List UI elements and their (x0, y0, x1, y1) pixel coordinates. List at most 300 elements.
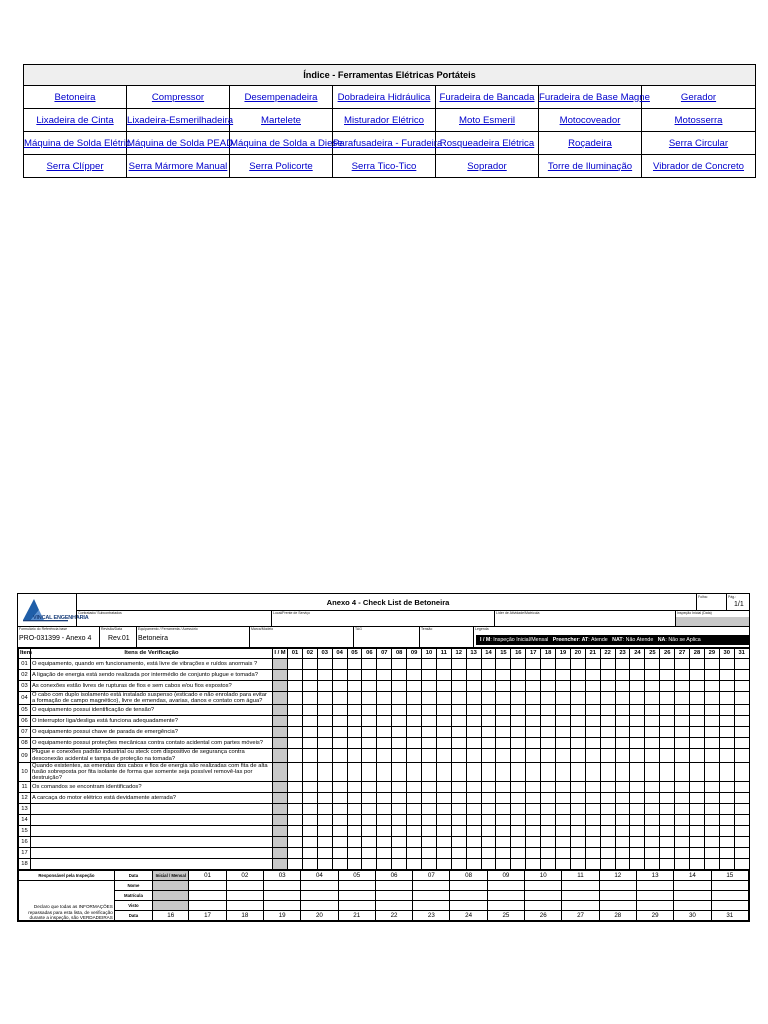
day-check-cell[interactable] (645, 793, 660, 804)
signature-cell[interactable] (562, 891, 599, 901)
day-check-cell[interactable] (511, 727, 526, 738)
day-check-cell[interactable] (630, 670, 645, 681)
day-check-cell[interactable] (466, 670, 481, 681)
day-check-cell[interactable] (496, 659, 511, 670)
day-check-cell[interactable] (734, 815, 749, 826)
index-link[interactable]: Betoneira (54, 91, 96, 103)
day-check-cell[interactable] (645, 815, 660, 826)
day-check-cell[interactable] (377, 837, 392, 848)
day-check-cell[interactable] (615, 670, 630, 681)
day-check-cell[interactable] (347, 749, 362, 762)
day-check-cell[interactable] (436, 716, 451, 727)
day-check-cell[interactable] (704, 749, 719, 762)
day-check-cell[interactable] (719, 716, 734, 727)
day-check-cell[interactable] (377, 727, 392, 738)
signature-cell[interactable] (636, 881, 673, 891)
day-check-cell[interactable] (407, 793, 422, 804)
day-check-cell[interactable] (660, 692, 675, 705)
signature-cell[interactable] (301, 901, 338, 911)
day-check-cell[interactable] (362, 848, 377, 859)
day-check-cell[interactable] (392, 815, 407, 826)
day-check-cell[interactable] (288, 681, 303, 692)
day-check-cell[interactable] (481, 804, 496, 815)
day-check-cell[interactable] (556, 793, 571, 804)
day-check-cell[interactable] (675, 793, 690, 804)
day-check-cell[interactable] (436, 659, 451, 670)
index-link[interactable]: Moto Esmeril (459, 114, 515, 126)
day-check-cell[interactable] (288, 692, 303, 705)
day-check-cell[interactable] (511, 859, 526, 870)
signature-cell[interactable] (599, 881, 636, 891)
day-check-cell[interactable] (556, 692, 571, 705)
signature-cell[interactable] (226, 901, 263, 911)
day-check-cell[interactable] (392, 793, 407, 804)
day-check-cell[interactable] (332, 804, 347, 815)
day-check-cell[interactable] (436, 762, 451, 782)
day-check-cell[interactable] (511, 681, 526, 692)
day-check-cell[interactable] (675, 705, 690, 716)
day-check-cell[interactable] (541, 848, 556, 859)
day-check-cell[interactable] (377, 782, 392, 793)
day-check-cell[interactable] (407, 848, 422, 859)
day-check-cell[interactable] (451, 782, 466, 793)
day-check-cell[interactable] (422, 727, 437, 738)
day-check-cell[interactable] (570, 659, 585, 670)
day-check-cell[interactable] (481, 837, 496, 848)
day-check-cell[interactable] (556, 762, 571, 782)
day-check-cell[interactable] (496, 738, 511, 749)
day-check-cell[interactable] (288, 837, 303, 848)
day-check-cell[interactable] (332, 670, 347, 681)
day-check-cell[interactable] (347, 793, 362, 804)
day-check-cell[interactable] (645, 727, 660, 738)
day-check-cell[interactable] (719, 815, 734, 826)
day-check-cell[interactable] (630, 738, 645, 749)
im-cell[interactable] (273, 670, 288, 681)
day-check-cell[interactable] (645, 692, 660, 705)
signature-cell[interactable] (413, 901, 450, 911)
signature-cell[interactable] (338, 881, 375, 891)
day-check-cell[interactable] (645, 837, 660, 848)
day-check-cell[interactable] (422, 848, 437, 859)
day-check-cell[interactable] (392, 837, 407, 848)
day-check-cell[interactable] (362, 837, 377, 848)
signature-cell[interactable] (487, 901, 524, 911)
day-check-cell[interactable] (541, 727, 556, 738)
day-check-cell[interactable] (734, 705, 749, 716)
day-check-cell[interactable] (556, 837, 571, 848)
day-check-cell[interactable] (704, 670, 719, 681)
day-check-cell[interactable] (585, 859, 600, 870)
day-check-cell[interactable] (392, 716, 407, 727)
day-check-cell[interactable] (288, 716, 303, 727)
day-check-cell[interactable] (556, 659, 571, 670)
day-check-cell[interactable] (630, 681, 645, 692)
im-cell[interactable] (273, 848, 288, 859)
day-check-cell[interactable] (690, 692, 705, 705)
day-check-cell[interactable] (660, 826, 675, 837)
day-check-cell[interactable] (734, 848, 749, 859)
day-check-cell[interactable] (615, 815, 630, 826)
day-check-cell[interactable] (511, 692, 526, 705)
day-check-cell[interactable] (511, 837, 526, 848)
day-check-cell[interactable] (407, 727, 422, 738)
day-check-cell[interactable] (734, 738, 749, 749)
day-check-cell[interactable] (630, 815, 645, 826)
day-check-cell[interactable] (570, 705, 585, 716)
day-check-cell[interactable] (556, 670, 571, 681)
day-check-cell[interactable] (690, 826, 705, 837)
im-cell[interactable] (273, 815, 288, 826)
im-cell[interactable] (273, 716, 288, 727)
day-check-cell[interactable] (630, 762, 645, 782)
index-link[interactable]: Gerador (680, 91, 717, 103)
day-check-cell[interactable] (704, 793, 719, 804)
day-check-cell[interactable] (600, 738, 615, 749)
day-check-cell[interactable] (466, 749, 481, 762)
day-check-cell[interactable] (347, 727, 362, 738)
day-check-cell[interactable] (630, 848, 645, 859)
day-check-cell[interactable] (451, 705, 466, 716)
day-check-cell[interactable] (675, 738, 690, 749)
im-cell[interactable] (273, 793, 288, 804)
day-check-cell[interactable] (466, 793, 481, 804)
day-check-cell[interactable] (302, 727, 317, 738)
index-link[interactable]: Rosqueadeira Elétrica (439, 137, 535, 149)
day-check-cell[interactable] (332, 681, 347, 692)
day-check-cell[interactable] (496, 727, 511, 738)
day-check-cell[interactable] (302, 762, 317, 782)
day-check-cell[interactable] (690, 782, 705, 793)
day-check-cell[interactable] (496, 848, 511, 859)
day-check-cell[interactable] (496, 859, 511, 870)
day-check-cell[interactable] (675, 681, 690, 692)
day-check-cell[interactable] (690, 762, 705, 782)
day-check-cell[interactable] (317, 659, 332, 670)
day-check-cell[interactable] (362, 826, 377, 837)
day-check-cell[interactable] (541, 692, 556, 705)
day-check-cell[interactable] (481, 681, 496, 692)
day-check-cell[interactable] (630, 705, 645, 716)
signature-cell[interactable] (636, 891, 673, 901)
day-check-cell[interactable] (317, 762, 332, 782)
day-check-cell[interactable] (496, 804, 511, 815)
day-check-cell[interactable] (660, 705, 675, 716)
day-check-cell[interactable] (362, 716, 377, 727)
day-check-cell[interactable] (302, 837, 317, 848)
day-check-cell[interactable] (675, 782, 690, 793)
day-check-cell[interactable] (719, 762, 734, 782)
day-check-cell[interactable] (288, 848, 303, 859)
day-check-cell[interactable] (377, 705, 392, 716)
day-check-cell[interactable] (481, 782, 496, 793)
day-check-cell[interactable] (615, 705, 630, 716)
day-check-cell[interactable] (317, 749, 332, 762)
day-check-cell[interactable] (362, 670, 377, 681)
day-check-cell[interactable] (332, 692, 347, 705)
day-check-cell[interactable] (511, 848, 526, 859)
day-check-cell[interactable] (585, 659, 600, 670)
day-check-cell[interactable] (541, 826, 556, 837)
day-check-cell[interactable] (451, 692, 466, 705)
day-check-cell[interactable] (585, 837, 600, 848)
day-check-cell[interactable] (422, 837, 437, 848)
day-check-cell[interactable] (392, 670, 407, 681)
im-cell[interactable] (273, 727, 288, 738)
day-check-cell[interactable] (704, 826, 719, 837)
index-link[interactable]: Motosserra (674, 114, 723, 126)
index-link[interactable]: Torre de Iluminação (547, 160, 633, 172)
signature-cell[interactable] (674, 901, 711, 911)
day-check-cell[interactable] (332, 727, 347, 738)
day-check-cell[interactable] (600, 692, 615, 705)
day-check-cell[interactable] (600, 804, 615, 815)
day-check-cell[interactable] (556, 681, 571, 692)
day-check-cell[interactable] (451, 659, 466, 670)
day-check-cell[interactable] (436, 681, 451, 692)
index-link[interactable]: Dobradeira Hidráulica (337, 91, 431, 103)
day-check-cell[interactable] (585, 815, 600, 826)
day-check-cell[interactable] (422, 793, 437, 804)
day-check-cell[interactable] (481, 815, 496, 826)
day-check-cell[interactable] (570, 837, 585, 848)
day-check-cell[interactable] (704, 659, 719, 670)
day-check-cell[interactable] (570, 815, 585, 826)
day-check-cell[interactable] (496, 826, 511, 837)
day-check-cell[interactable] (615, 727, 630, 738)
day-check-cell[interactable] (377, 659, 392, 670)
day-check-cell[interactable] (288, 727, 303, 738)
day-check-cell[interactable] (436, 837, 451, 848)
day-check-cell[interactable] (541, 837, 556, 848)
day-check-cell[interactable] (362, 804, 377, 815)
day-check-cell[interactable] (660, 681, 675, 692)
day-check-cell[interactable] (362, 793, 377, 804)
day-check-cell[interactable] (660, 670, 675, 681)
day-check-cell[interactable] (585, 804, 600, 815)
day-check-cell[interactable] (496, 815, 511, 826)
day-check-cell[interactable] (496, 782, 511, 793)
day-check-cell[interactable] (645, 762, 660, 782)
day-check-cell[interactable] (541, 762, 556, 782)
day-check-cell[interactable] (466, 692, 481, 705)
day-check-cell[interactable] (332, 749, 347, 762)
day-check-cell[interactable] (347, 681, 362, 692)
day-check-cell[interactable] (526, 681, 541, 692)
day-check-cell[interactable] (719, 848, 734, 859)
day-check-cell[interactable] (734, 716, 749, 727)
day-check-cell[interactable] (347, 705, 362, 716)
day-check-cell[interactable] (570, 848, 585, 859)
day-check-cell[interactable] (302, 859, 317, 870)
day-check-cell[interactable] (734, 681, 749, 692)
day-check-cell[interactable] (615, 837, 630, 848)
day-check-cell[interactable] (556, 848, 571, 859)
day-check-cell[interactable] (466, 705, 481, 716)
day-check-cell[interactable] (645, 826, 660, 837)
im-cell[interactable] (273, 782, 288, 793)
day-check-cell[interactable] (526, 837, 541, 848)
day-check-cell[interactable] (570, 804, 585, 815)
signature-cell[interactable] (226, 881, 263, 891)
day-check-cell[interactable] (362, 749, 377, 762)
day-check-cell[interactable] (645, 659, 660, 670)
day-check-cell[interactable] (600, 670, 615, 681)
day-check-cell[interactable] (422, 749, 437, 762)
day-check-cell[interactable] (436, 705, 451, 716)
signature-cell[interactable] (562, 881, 599, 891)
day-check-cell[interactable] (466, 859, 481, 870)
day-check-cell[interactable] (288, 826, 303, 837)
day-check-cell[interactable] (407, 837, 422, 848)
day-check-cell[interactable] (347, 826, 362, 837)
day-check-cell[interactable] (585, 826, 600, 837)
day-check-cell[interactable] (526, 727, 541, 738)
day-check-cell[interactable] (347, 738, 362, 749)
day-check-cell[interactable] (302, 681, 317, 692)
day-check-cell[interactable] (496, 793, 511, 804)
day-check-cell[interactable] (719, 738, 734, 749)
day-check-cell[interactable] (734, 670, 749, 681)
day-check-cell[interactable] (556, 804, 571, 815)
day-check-cell[interactable] (675, 815, 690, 826)
day-check-cell[interactable] (645, 848, 660, 859)
day-check-cell[interactable] (615, 749, 630, 762)
day-check-cell[interactable] (332, 815, 347, 826)
day-check-cell[interactable] (302, 692, 317, 705)
day-check-cell[interactable] (302, 848, 317, 859)
signature-cell[interactable] (450, 901, 487, 911)
day-check-cell[interactable] (690, 815, 705, 826)
day-check-cell[interactable] (526, 749, 541, 762)
day-check-cell[interactable] (660, 815, 675, 826)
signature-cell[interactable] (487, 881, 524, 891)
day-check-cell[interactable] (496, 837, 511, 848)
day-check-cell[interactable] (451, 716, 466, 727)
day-check-cell[interactable] (600, 716, 615, 727)
index-link[interactable]: Lixadeira de Cinta (36, 114, 114, 126)
day-check-cell[interactable] (645, 738, 660, 749)
day-check-cell[interactable] (362, 681, 377, 692)
day-check-cell[interactable] (481, 762, 496, 782)
index-link[interactable]: Máquina de Solda a Diese (230, 137, 343, 149)
day-check-cell[interactable] (719, 749, 734, 762)
day-check-cell[interactable] (660, 859, 675, 870)
day-check-cell[interactable] (288, 749, 303, 762)
day-check-cell[interactable] (556, 826, 571, 837)
day-check-cell[interactable] (332, 716, 347, 727)
day-check-cell[interactable] (630, 859, 645, 870)
day-check-cell[interactable] (719, 826, 734, 837)
signature-cell[interactable] (711, 891, 748, 901)
day-check-cell[interactable] (570, 782, 585, 793)
day-check-cell[interactable] (347, 804, 362, 815)
day-check-cell[interactable] (362, 815, 377, 826)
day-check-cell[interactable] (451, 793, 466, 804)
day-check-cell[interactable] (704, 738, 719, 749)
day-check-cell[interactable] (407, 681, 422, 692)
signature-cell[interactable] (413, 881, 450, 891)
signature-cell[interactable] (525, 901, 562, 911)
day-check-cell[interactable] (719, 705, 734, 716)
day-check-cell[interactable] (451, 738, 466, 749)
day-check-cell[interactable] (302, 738, 317, 749)
day-check-cell[interactable] (332, 837, 347, 848)
day-check-cell[interactable] (585, 793, 600, 804)
index-link[interactable]: Motocoveador (559, 114, 621, 126)
day-check-cell[interactable] (734, 793, 749, 804)
day-check-cell[interactable] (422, 804, 437, 815)
day-check-cell[interactable] (481, 670, 496, 681)
day-check-cell[interactable] (362, 692, 377, 705)
day-check-cell[interactable] (288, 782, 303, 793)
day-check-cell[interactable] (511, 659, 526, 670)
day-check-cell[interactable] (302, 749, 317, 762)
day-check-cell[interactable] (347, 848, 362, 859)
day-check-cell[interactable] (481, 793, 496, 804)
day-check-cell[interactable] (481, 749, 496, 762)
day-check-cell[interactable] (570, 749, 585, 762)
day-check-cell[interactable] (660, 716, 675, 727)
day-check-cell[interactable] (347, 837, 362, 848)
day-check-cell[interactable] (526, 848, 541, 859)
day-check-cell[interactable] (422, 681, 437, 692)
day-check-cell[interactable] (407, 749, 422, 762)
day-check-cell[interactable] (377, 804, 392, 815)
day-check-cell[interactable] (317, 793, 332, 804)
day-check-cell[interactable] (690, 749, 705, 762)
day-check-cell[interactable] (541, 815, 556, 826)
day-check-cell[interactable] (585, 782, 600, 793)
day-check-cell[interactable] (377, 762, 392, 782)
day-check-cell[interactable] (288, 762, 303, 782)
day-check-cell[interactable] (585, 705, 600, 716)
day-check-cell[interactable] (734, 749, 749, 762)
day-check-cell[interactable] (317, 815, 332, 826)
signature-cell[interactable] (338, 901, 375, 911)
day-check-cell[interactable] (570, 762, 585, 782)
day-check-cell[interactable] (719, 659, 734, 670)
day-check-cell[interactable] (288, 815, 303, 826)
day-check-cell[interactable] (392, 826, 407, 837)
day-check-cell[interactable] (407, 804, 422, 815)
day-check-cell[interactable] (422, 782, 437, 793)
day-check-cell[interactable] (675, 848, 690, 859)
day-check-cell[interactable] (451, 727, 466, 738)
day-check-cell[interactable] (660, 727, 675, 738)
day-check-cell[interactable] (422, 716, 437, 727)
day-check-cell[interactable] (660, 738, 675, 749)
day-check-cell[interactable] (436, 738, 451, 749)
day-check-cell[interactable] (719, 837, 734, 848)
signature-cell[interactable] (636, 901, 673, 911)
day-check-cell[interactable] (526, 793, 541, 804)
day-check-cell[interactable] (466, 659, 481, 670)
signature-cell[interactable] (711, 881, 748, 891)
day-check-cell[interactable] (526, 738, 541, 749)
signature-cell[interactable] (226, 891, 263, 901)
signature-cell[interactable] (525, 891, 562, 901)
day-check-cell[interactable] (645, 749, 660, 762)
day-check-cell[interactable] (526, 804, 541, 815)
day-check-cell[interactable] (615, 859, 630, 870)
day-check-cell[interactable] (332, 659, 347, 670)
day-check-cell[interactable] (615, 782, 630, 793)
day-check-cell[interactable] (526, 782, 541, 793)
day-check-cell[interactable] (466, 837, 481, 848)
signature-cell[interactable] (338, 891, 375, 901)
signature-cell[interactable] (189, 881, 226, 891)
